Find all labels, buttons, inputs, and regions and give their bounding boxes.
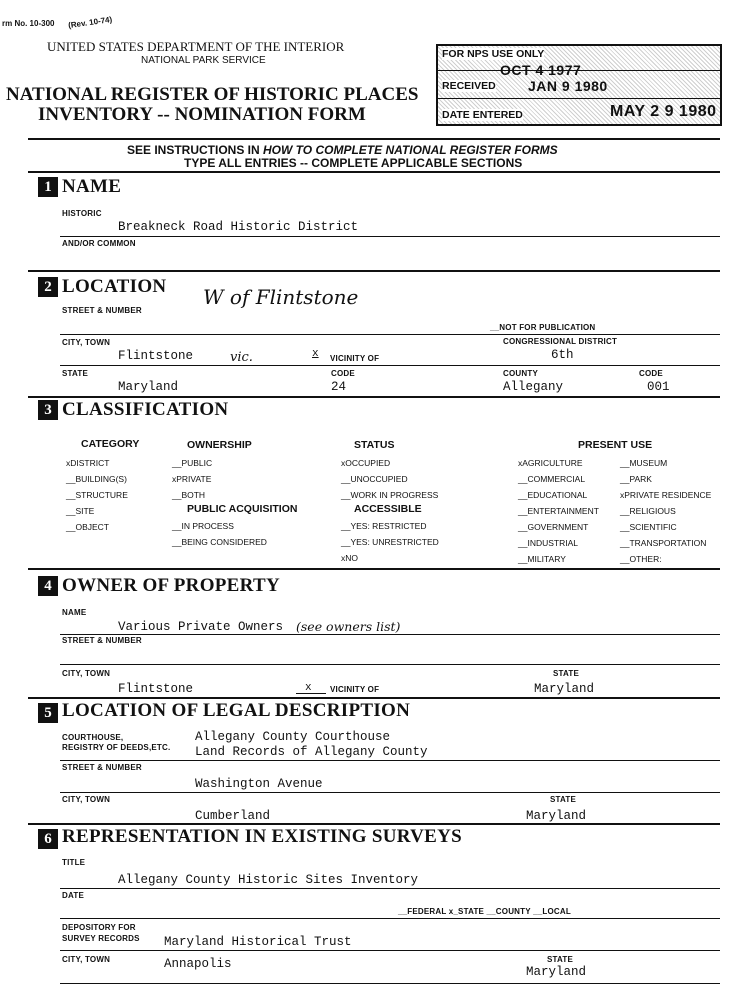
- owner-city-label: CITY, TOWN: [62, 669, 111, 678]
- location-vicinity-label: VICINITY OF: [330, 354, 380, 363]
- form-title-line2: INVENTORY -- NOMINATION FORM: [38, 104, 366, 125]
- owner-name-handwritten: (see owners list): [296, 619, 401, 634]
- survey-levels: __FEDERAL x_STATE __COUNTY __LOCAL: [398, 907, 571, 916]
- classification-option: __YES: RESTRICTED: [341, 521, 427, 531]
- classification-option: __SITE: [66, 506, 95, 516]
- depository: Maryland Historical Trust: [164, 935, 352, 949]
- common-name-label: AND/OR COMMON: [62, 239, 136, 248]
- classification-option: __ENTERTAINMENT: [518, 506, 599, 516]
- historic-name: Breakneck Road Historic District: [118, 220, 359, 234]
- struck-received-date: OCT 4 1977: [500, 62, 582, 78]
- congressional-district: 6th: [551, 348, 574, 362]
- ownership-heading: OWNERSHIP: [187, 439, 252, 451]
- depository-label-line1: DEPOSITORY FOR: [62, 923, 136, 932]
- legal-state: Maryland: [526, 809, 587, 823]
- received-date: JAN 9 1980: [528, 78, 608, 94]
- location-street-handwritten: W of Flintstone: [203, 285, 359, 309]
- classification-option: __INDUSTRIAL: [518, 538, 578, 548]
- service-name: NATIONAL PARK SERVICE: [141, 55, 266, 66]
- classification-option: __OBJECT: [66, 522, 109, 532]
- county-code: 001: [647, 380, 670, 394]
- status-heading: STATUS: [354, 439, 395, 451]
- received-label: RECEIVED: [442, 80, 496, 92]
- instructions-prefix: SEE INSTRUCTIONS IN: [127, 143, 264, 157]
- depository-city: Annapolis: [164, 957, 232, 971]
- public-acquisition-heading: PUBLIC ACQUISITION: [187, 503, 298, 515]
- classification-option: __SCIENTIFIC: [620, 522, 677, 532]
- county-label: COUNTY: [503, 369, 538, 378]
- owner-street-label: STREET & NUMBER: [62, 636, 142, 645]
- classification-option: __MUSEUM: [620, 458, 668, 468]
- legal-city: Cumberland: [195, 809, 271, 823]
- owner-city: Flintstone: [118, 682, 194, 696]
- section-6-number: 6: [38, 829, 58, 849]
- legal-street-label: STREET & NUMBER: [62, 763, 142, 772]
- classification-option: xNO: [341, 553, 358, 563]
- classification-option: __MILITARY: [518, 554, 566, 564]
- form-revision: (Rev. 10-74): [67, 14, 113, 31]
- depository-label-line2: SURVEY RECORDS: [62, 934, 140, 943]
- accessible-heading: ACCESSIBLE: [354, 503, 422, 515]
- section-6-title: REPRESENTATION IN EXISTING SURVEYS: [62, 826, 463, 847]
- form-title-line1: NATIONAL REGISTER OF HISTORIC PLACES: [6, 84, 419, 105]
- section-5-number: 5: [38, 703, 58, 723]
- courthouse-line2: Land Records of Allegany County: [195, 745, 428, 759]
- location-vicinity-mark: x: [312, 348, 319, 360]
- owner-state: Maryland: [534, 682, 595, 696]
- state-code: 24: [331, 380, 347, 394]
- depository-state: Maryland: [526, 965, 587, 979]
- classification-option: xAGRICULTURE: [518, 458, 583, 468]
- section-1-title: NAME: [62, 176, 122, 197]
- location-state: Maryland: [118, 380, 179, 394]
- section-4-title: OWNER OF PROPERTY: [62, 575, 281, 596]
- classification-option: __PUBLIC: [172, 458, 213, 468]
- depository-state-label: STATE: [547, 955, 574, 964]
- section-3-title: CLASSIFICATION: [62, 399, 229, 420]
- section-2-title: LOCATION: [62, 276, 167, 297]
- location-city-label: CITY, TOWN: [62, 338, 111, 347]
- classification-option: __BUILDING(S): [66, 474, 127, 484]
- location-state-label: STATE: [62, 369, 89, 378]
- legal-city-label: CITY, TOWN: [62, 795, 111, 804]
- owner-name-label: NAME: [62, 608, 87, 617]
- legal-state-label: STATE: [550, 795, 577, 804]
- classification-option: __UNOCCUPIED: [341, 474, 408, 484]
- owner-vicinity-label: VICINITY OF: [330, 685, 380, 694]
- form-number: rm No. 10-300: [2, 19, 55, 28]
- date-entered-label: DATE ENTERED: [442, 109, 523, 121]
- category-heading: CATEGORY: [81, 438, 140, 450]
- classification-option: __EDUCATIONAL: [518, 490, 588, 500]
- section-1-number: 1: [38, 177, 58, 197]
- location-city-handwritten: vic.: [230, 350, 253, 365]
- classification-option: xPRIVATE RESIDENCE: [620, 490, 712, 500]
- legal-street: Washington Avenue: [195, 777, 323, 791]
- nps-use-only-box: [436, 44, 722, 126]
- classification-option: __PARK: [620, 474, 652, 484]
- survey-title-label: TITLE: [62, 858, 86, 867]
- classification-option: __GOVERNMENT: [518, 522, 589, 532]
- classification-option: __RELIGIOUS: [620, 506, 676, 516]
- section-5-title: LOCATION OF LEGAL DESCRIPTION: [62, 700, 411, 721]
- survey-date-label: DATE: [62, 891, 84, 900]
- classification-option: xDISTRICT: [66, 458, 110, 468]
- courthouse-line1: Allegany County Courthouse: [195, 730, 391, 744]
- instructions-line1: [127, 143, 558, 157]
- classification-option: __TRANSPORTATION: [620, 538, 707, 548]
- state-code-label: CODE: [331, 369, 355, 378]
- county-code-label: CODE: [639, 369, 663, 378]
- classification-option: xPRIVATE: [172, 474, 212, 484]
- section-2-number: 2: [38, 277, 58, 297]
- classification-option: __OTHER:: [620, 554, 662, 564]
- present-use-heading: PRESENT USE: [578, 439, 653, 451]
- historic-label: HISTORIC: [62, 209, 102, 218]
- classification-option: __YES: UNRESTRICTED: [341, 537, 439, 547]
- location-street-label: STREET & NUMBER: [62, 306, 142, 315]
- classification-option: __STRUCTURE: [66, 490, 128, 500]
- date-entered: MAY 2 9 1980: [610, 103, 717, 120]
- survey-title: Allegany County Historic Sites Inventory: [118, 873, 419, 887]
- not-for-publication-label: __NOT FOR PUBLICATION: [490, 323, 596, 332]
- courthouse-label-line2: REGISTRY OF DEEDS,ETC.: [62, 743, 171, 752]
- owner-name: Various Private Owners: [118, 620, 284, 634]
- classification-option: __COMMERCIAL: [518, 474, 586, 484]
- instructions-line2: TYPE ALL ENTRIES -- COMPLETE APPLICABLE SECTIONS: [184, 156, 523, 170]
- section-4-number: 4: [38, 576, 58, 596]
- owner-vicinity-mark: x: [305, 682, 312, 694]
- nps-box-label: FOR NPS USE ONLY: [442, 48, 545, 60]
- depository-city-label: CITY, TOWN: [62, 955, 111, 964]
- classification-option: xOCCUPIED: [341, 458, 391, 468]
- section-3-number: 3: [38, 400, 58, 420]
- classification-option: __BOTH: [172, 490, 206, 500]
- courthouse-label-line1: COURTHOUSE,: [62, 733, 124, 742]
- location-city: Flintstone: [118, 349, 194, 363]
- county: Allegany: [503, 380, 564, 394]
- classification-option: __IN PROCESS: [172, 521, 234, 531]
- department-name: UNITED STATES DEPARTMENT OF THE INTERIOR: [47, 39, 345, 54]
- classification-option: __BEING CONSIDERED: [172, 537, 267, 547]
- congressional-district-label: CONGRESSIONAL DISTRICT: [503, 337, 618, 346]
- instructions-emphasis: HOW TO COMPLETE NATIONAL REGISTER FORMS: [263, 143, 558, 157]
- owner-state-label: STATE: [553, 669, 580, 678]
- classification-option: __WORK IN PROGRESS: [341, 490, 439, 500]
